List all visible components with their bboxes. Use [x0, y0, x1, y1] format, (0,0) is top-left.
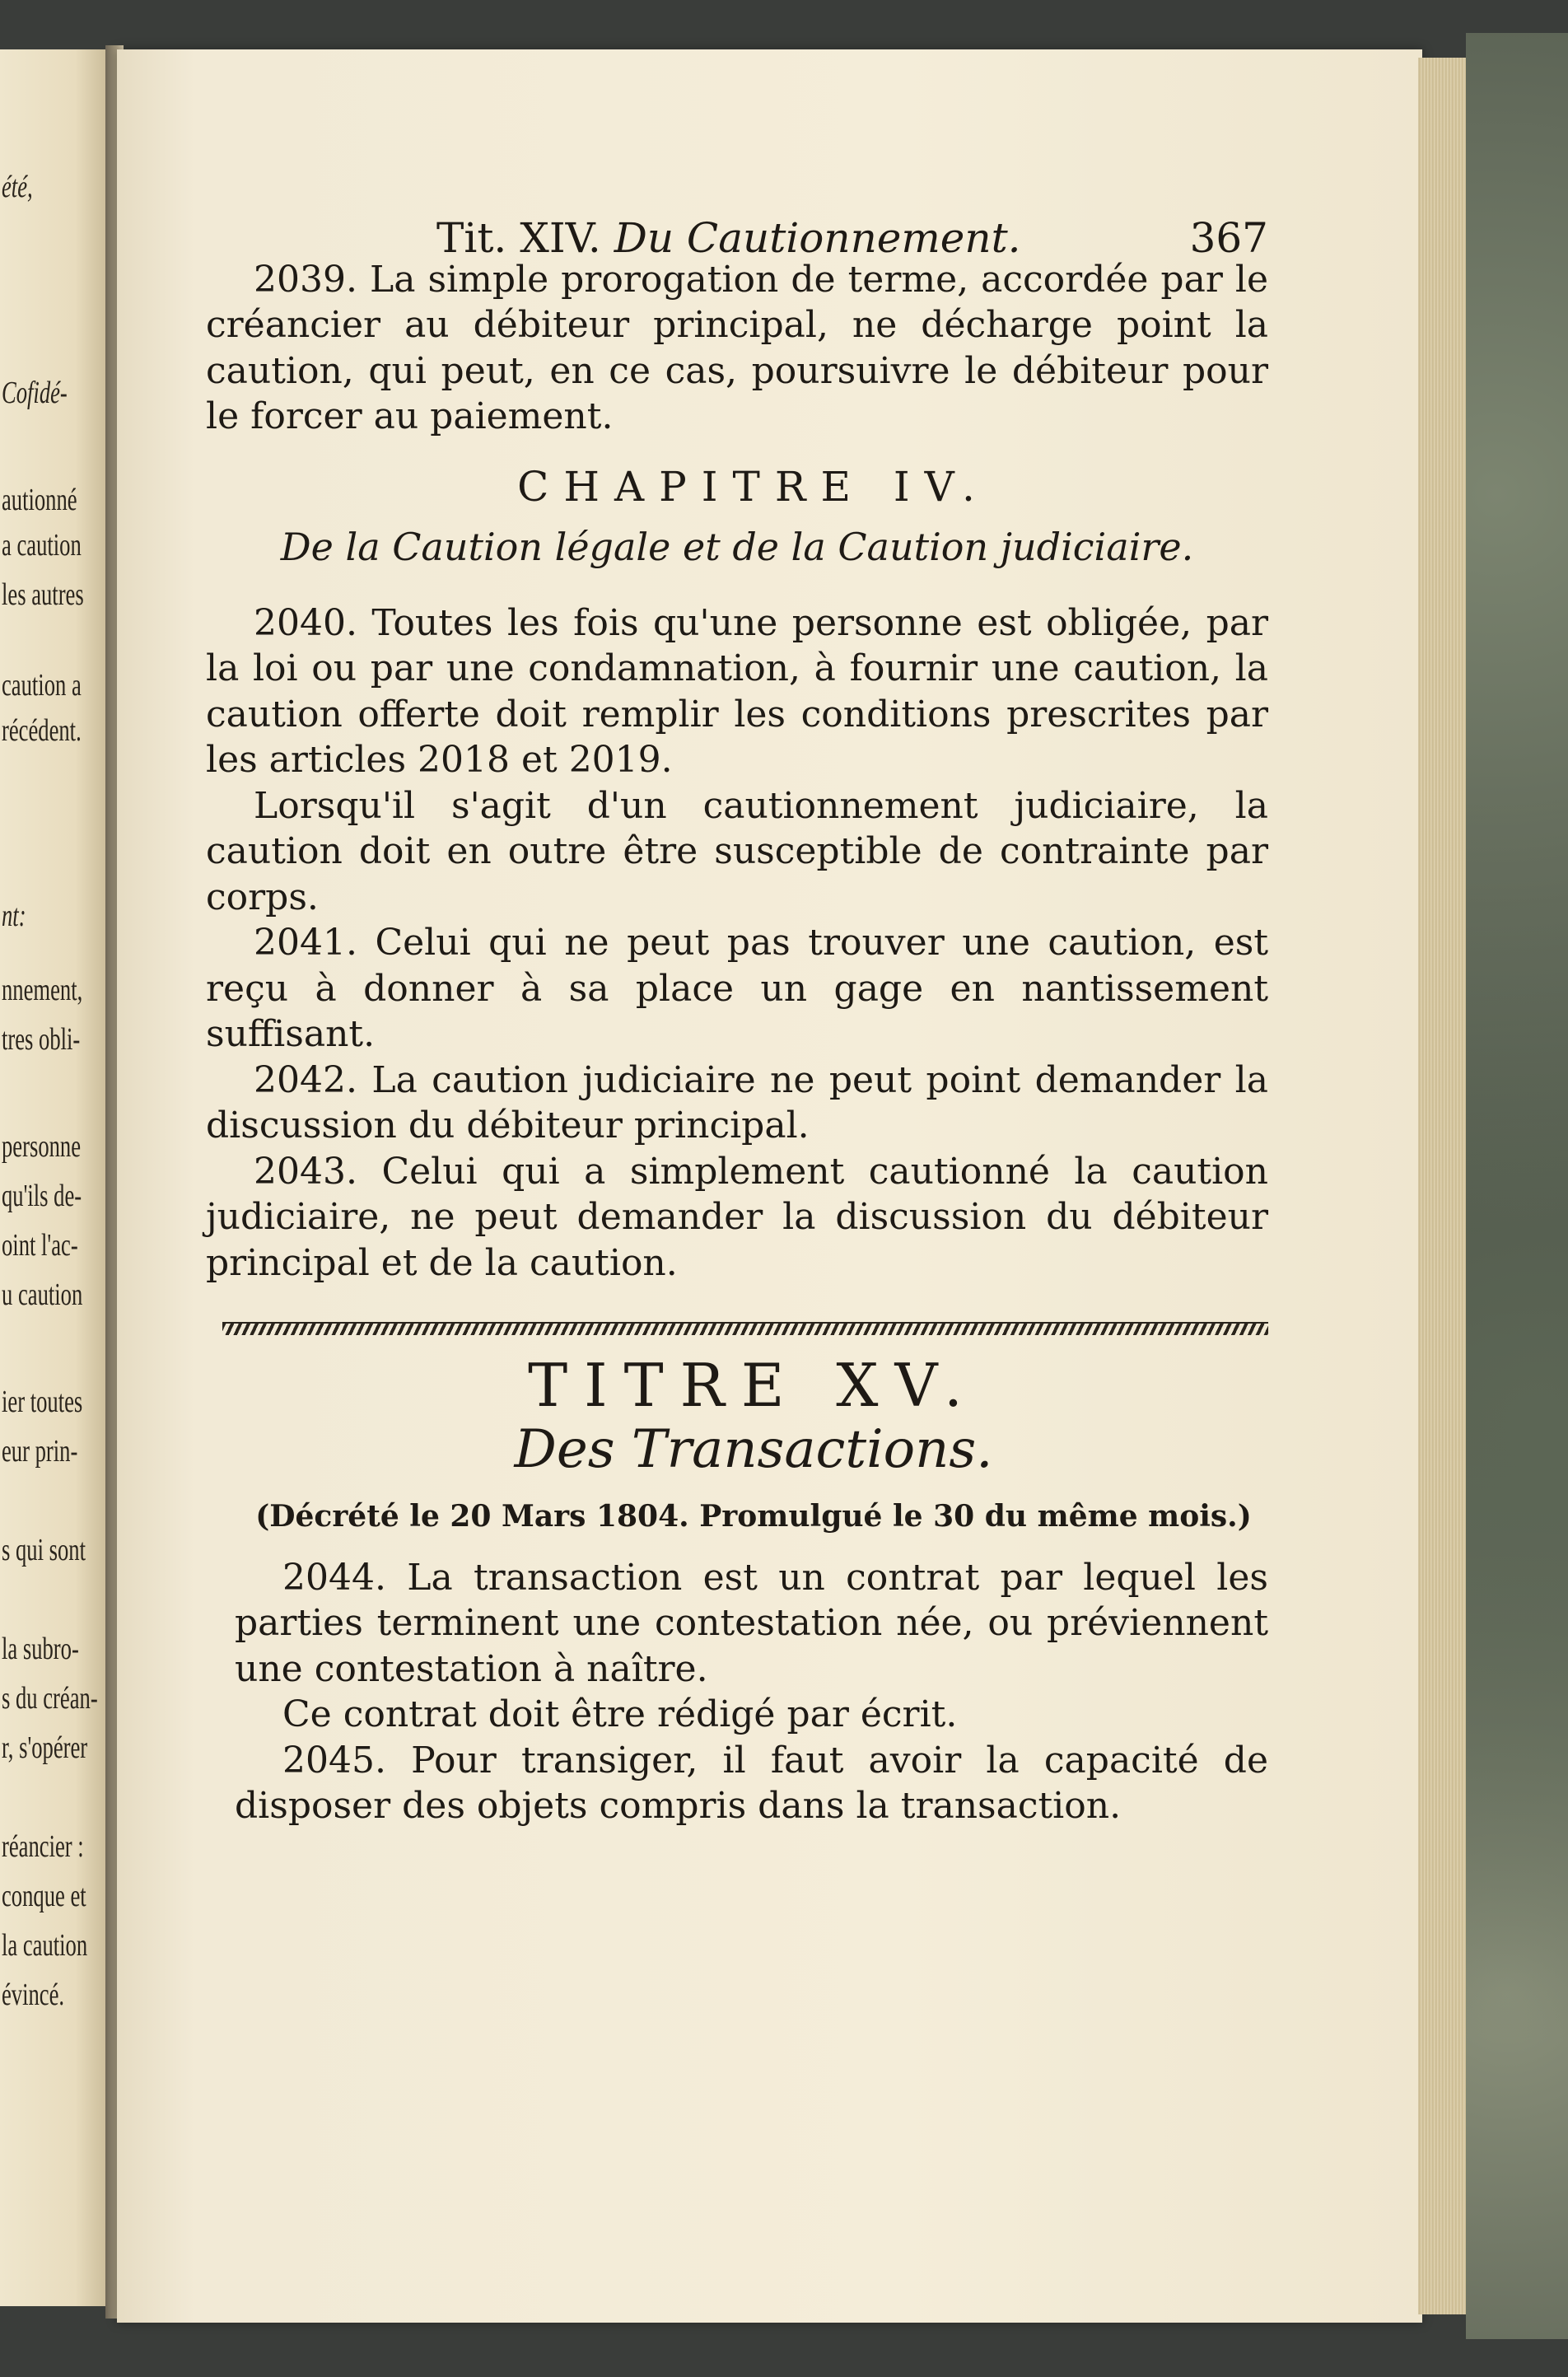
article-2040: 2040. Toutes les fois qu'une personne est obligée, par la loi ou par une condamnation, à fournir une caution, la caution offerte doit remplir les conditions prescrites par les articles 2018 et 2019. — [206, 601, 1268, 781]
margin-fragment: caution a — [2, 668, 82, 703]
margin-fragment: r, s'opérer — [2, 1730, 88, 1765]
page-text — [206, 216, 1268, 1829]
title-italic: Du Cautionnement. — [614, 214, 1021, 262]
page-edge — [1418, 58, 1468, 2314]
margin-fragment: été, — [2, 170, 33, 204]
margin-fragment: a caution — [2, 528, 82, 563]
margin-fragment: autionné — [2, 483, 77, 517]
article-2044-second: Ce contrat doit être rédigé par écrit. — [282, 1693, 958, 1735]
article-2042: 2042. La caution judiciaire ne peut point demander la discussion du débiteur principal. — [206, 1058, 1268, 1146]
facing-page-fragment — [0, 49, 107, 2306]
titre-subtitle: Des Transactions. — [514, 1418, 993, 1480]
marbled-cover-board — [1466, 33, 1568, 2339]
margin-fragment: personne — [2, 1129, 82, 1164]
margin-fragment: u caution — [2, 1277, 83, 1312]
margin-fragment: nnement, — [2, 973, 83, 1007]
article-2045: 2045. Pour transiger, il faut avoir la capacité de disposer des objets compris dans la transaction. — [235, 1739, 1268, 1827]
running-header — [206, 216, 1268, 262]
decree-note: (Décrété le 20 Mars 1804. Promulgué le 30 du même mois.) — [255, 1499, 1252, 1534]
chapter-heading: CHAPITRE IV. — [517, 462, 990, 511]
ornamental-rule — [222, 1322, 1268, 1335]
running-title — [436, 216, 1021, 262]
margin-fragment: Cofidé- — [2, 376, 68, 410]
margin-fragment: réancier : — [2, 1829, 84, 1864]
margin-fragment: les autres — [2, 577, 84, 612]
article-2041: 2041. Celui qui ne peut pas trouver une caution, est reçu à donner à sa place un gage en nantissement suffisant. — [206, 922, 1268, 1055]
margin-fragment: récédent. — [2, 713, 82, 748]
article-2039: 2039. La simple prorogation de terme, accordée par le créancier au débiteur principal, ne décharge point la caution, qui peut, en ce cas, poursuivre le débiteur pour le forcer au paiement. — [206, 258, 1268, 437]
margin-fragment: eur prin- — [2, 1434, 78, 1469]
article-2043: 2043. Celui qui a simplement cautionné la caution judiciaire, ne peut demander la discussion du débiteur principal et de la caution. — [206, 1150, 1268, 1284]
margin-fragment: oint l'ac- — [2, 1228, 78, 1263]
margin-fragment: la caution — [2, 1928, 88, 1963]
chapter-subtitle: De la Caution légale et de la Caution judiciaire. — [280, 525, 1194, 569]
margin-fragment: tres obli- — [2, 1022, 81, 1057]
margin-fragment: s du créan- — [2, 1681, 98, 1716]
margin-fragment: nt: — [2, 899, 26, 933]
margin-fragment: la subro- — [2, 1632, 79, 1666]
margin-fragment: conque et — [2, 1879, 86, 1913]
margin-fragment: s qui sont — [2, 1533, 86, 1567]
titre-heading: TITRE XV. — [528, 1351, 979, 1420]
title-prefix: Tit. XIV. — [436, 214, 601, 262]
article-2044: 2044. La transaction est un contrat par lequel les parties terminent une contestation née, ou préviennent une contestation à naître. — [235, 1556, 1268, 1690]
margin-fragment: qu'ils de- — [2, 1179, 82, 1213]
article-2040-second: Lorsqu'il s'agit d'un cautionnement judiciaire, la caution doit en outre être susceptible de contrainte par corps. — [206, 784, 1268, 918]
margin-fragment: ier toutes — [2, 1385, 83, 1419]
margin-fragment: évincé. — [2, 1978, 65, 2012]
page-number: 367 — [1189, 214, 1268, 262]
